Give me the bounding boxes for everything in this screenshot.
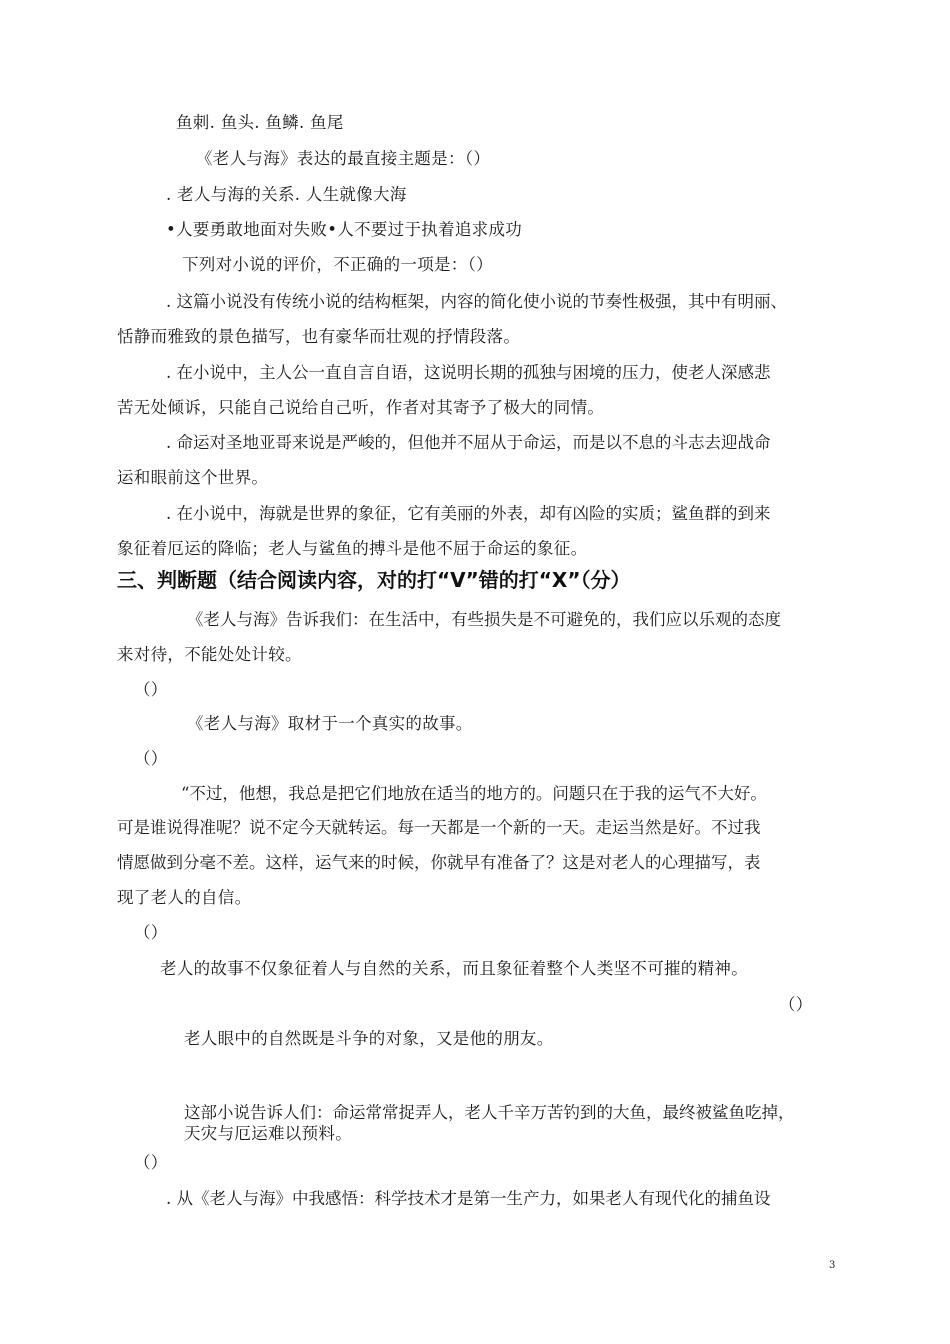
- statement-line: 这部小说告诉人们：命运常常捉弄人，老人千辛万苦钓到的大鱼，最终被鲨鱼吃掉，: [184, 1103, 795, 1122]
- statement-line: 《老人与海》取材于一个真实的故事。: [187, 714, 473, 733]
- answer-blank[interactable]: （）: [134, 1153, 168, 1172]
- answer-blank[interactable]: （）: [134, 749, 168, 768]
- option-line: 鱼刺. 鱼头. 鱼鳞. 鱼尾: [176, 113, 344, 132]
- option-line: . 老人与海的关系. 人生就像大海: [166, 185, 407, 204]
- section-heading: 三、判断题（结合阅读内容，对的打“V”错的打“X”（分）: [117, 568, 631, 592]
- statement-line: 老人的故事不仅象征着人与自然的关系，而且象征着整个人类坚不可摧的精神。: [160, 959, 748, 978]
- option-line: . 在小说中，主人公一直自言自语，这说明长期的孤独与困境的压力，使老人深感悲: [166, 363, 771, 382]
- answer-blank[interactable]: （）: [779, 995, 813, 1014]
- answer-blank[interactable]: （）: [134, 680, 168, 699]
- question-stem: 下列对小说的评价，不正确的一项是：（）: [182, 255, 493, 274]
- statement-line: . 从《老人与海》中我感悟：科学技术才是第一生产力，如果老人有现代化的捕鱼设: [166, 1189, 771, 1208]
- statement-line: 可是谁说得准呢？说不定今天就转运。每一天都是一个新的一天。走运当然是好。不过我: [117, 818, 761, 837]
- statement-line: 现了老人的自信。: [117, 888, 252, 907]
- option-line: . 命运对圣地亚哥来说是严峻的，但他并不屈从于命运，而是以不息的斗志去迎战命: [166, 433, 771, 452]
- statement-line: 情愿做到分毫不差。这样，运气来的时候，你就早有准备了？这是对老人的心理描写，表: [117, 853, 761, 872]
- option-line: . 在小说中，海就是世界的象征，它有美丽的外表，却有凶险的实质；鲨鱼群的到来: [166, 504, 771, 523]
- question-stem: 《老人与海》表达的最直接主题是：（）: [196, 149, 491, 168]
- statement-line: 《老人与海》告诉我们：在生活中，有些损失是不可避免的，我们应以乐观的态度: [187, 610, 781, 629]
- statement-line: “不过，他想，我总是把它们地放在适当的地方的。问题只在于我的运气不大好。: [181, 784, 767, 803]
- answer-blank[interactable]: （）: [134, 923, 168, 942]
- option-line: 恬静而雅致的景色描写，也有豪华而壮观的抒情段落。: [117, 327, 521, 346]
- option-line: 运和眼前这个世界。: [117, 468, 269, 487]
- option-line: •人要勇敢地面对失败•人不要过于执着追求成功: [166, 220, 523, 239]
- option-line: . 这篇小说没有传统小说的结构框架，内容的简化使小说的节奏性极强，其中有明丽、: [166, 292, 787, 311]
- option-line: 象征着厄运的降临；老人与鲨鱼的搏斗是他不屈于命运的象征。: [117, 539, 588, 558]
- statement-line: 天灾与厄运难以预料。: [184, 1124, 352, 1143]
- statement-line: 来对待，不能处处计较。: [117, 645, 302, 664]
- statement-line: 老人眼中的自然既是斗争的对象，又是他的朋友。: [184, 1029, 554, 1048]
- option-line: 苦无处倾诉，只能自己说给自己听，作者对其寄予了极大的同情。: [117, 398, 605, 417]
- page-number: 3: [829, 1260, 836, 1271]
